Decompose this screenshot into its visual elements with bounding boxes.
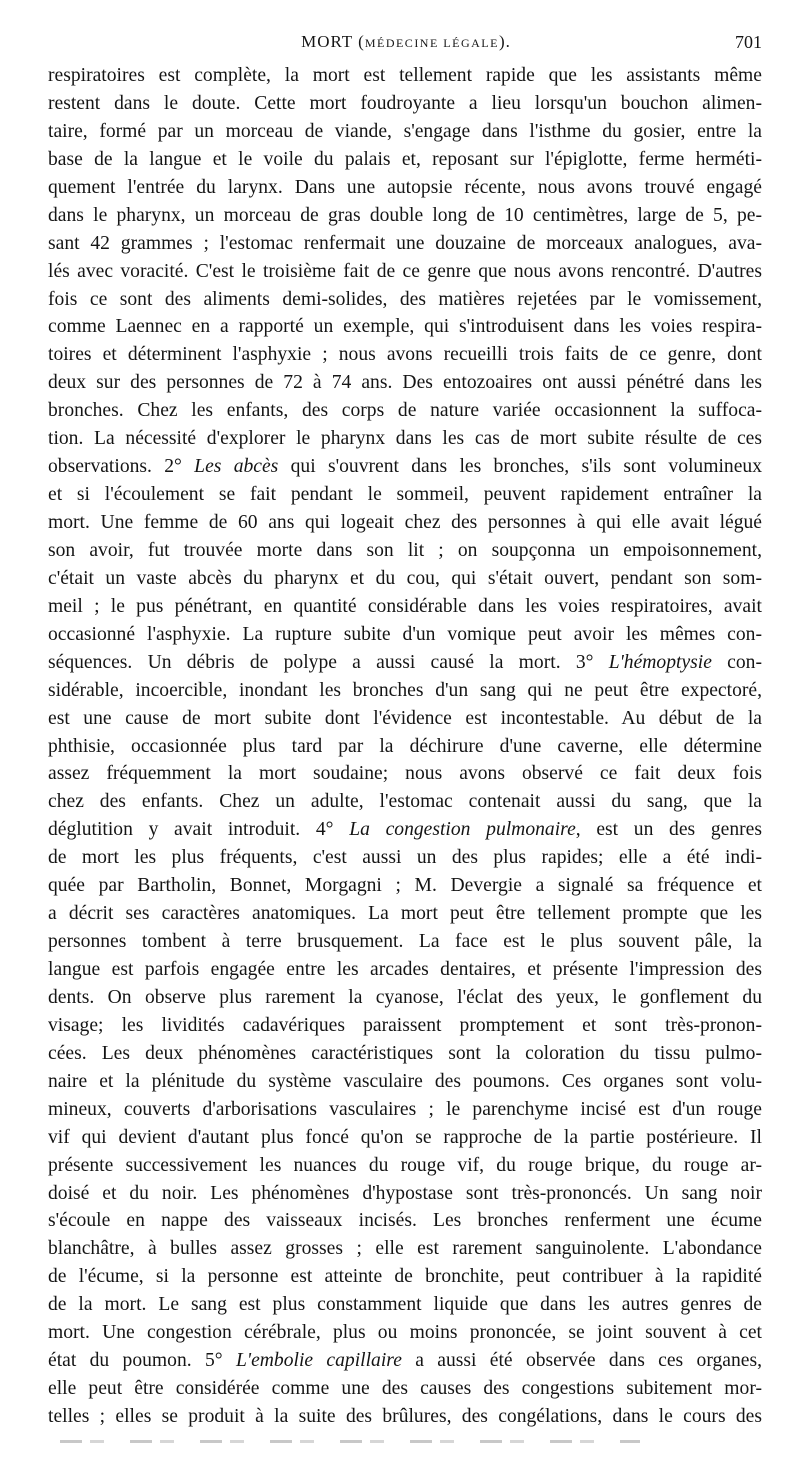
page-header xyxy=(50,32,762,58)
text-line xyxy=(48,1403,762,1431)
text-line xyxy=(48,118,762,146)
text-segment: présente successivement les nuances du rouge vif, du rouge brique, du rouge ar- xyxy=(48,1154,762,1176)
text-segment: qui s'ouvrent dans les bronches, s'ils sont volumineux xyxy=(278,456,762,478)
text-segment: deux sur des personnes de 72 à 74 ans. Des entozoaires ont aussi pénétré dans les xyxy=(48,372,762,394)
text-line xyxy=(48,230,762,258)
text-segment: a décrit ses caractères anatomiques. La mort peut être tellement prompte que les xyxy=(48,903,762,925)
text-segment: dans le pharynx, un morceau de gras double long de 10 centimètres, large de 5, pe- xyxy=(48,204,762,226)
text-segment: s'écoule en nappe des vaisseaux incisés. Les bronches renferment une écume xyxy=(48,1210,762,1232)
text-line xyxy=(48,286,762,314)
text-line xyxy=(48,258,762,286)
text-line xyxy=(48,900,762,928)
text-segment: c'était un vaste abcès du pharynx et du cou, qui s'était ouvert, pendant son som- xyxy=(48,567,762,589)
text-segment: sidérable, incoercible, inondant les bronches d'un sang qui ne peut être expectoré, xyxy=(48,679,762,701)
text-line xyxy=(48,202,762,230)
text-segment: naire et la plénitude du système vasculaire des poumons. Ces organes sont volu- xyxy=(48,1070,762,1092)
text-line xyxy=(48,872,762,900)
text-segment: , est un des genres xyxy=(575,819,762,841)
text-line xyxy=(48,1152,762,1180)
text-segment: mineux, couverts d'arborisations vasculaires ; le parenchyme incisé est d'un rouge xyxy=(48,1098,762,1120)
text-segment: respiratoires est complète, la mort est tellement rapide que les assistants même xyxy=(48,65,762,86)
text-segment: son avoir, fut trouvée morte dans son lit ; on soupçonna un empoisonnement, xyxy=(48,539,762,561)
text-segment: lés avec voracité. C'est le troisième fait de ce genre que nous avons rencontré. D'autres xyxy=(48,260,762,282)
text-line xyxy=(48,146,762,174)
text-line xyxy=(48,425,762,453)
text-segment: visage; les lividités cadavériques paraissent promptement et sont très-pronon- xyxy=(48,1014,762,1036)
text-segment: état du poumon. 5° xyxy=(48,1350,236,1372)
text-segment: tion. La nécessité d'explorer le pharynx dans les cas de mort subite résulte de ces xyxy=(48,428,762,450)
text-line xyxy=(48,1180,762,1208)
text-line xyxy=(48,313,762,341)
text-segment: blanchâtre, à bulles assez grosses ; elle est rarement sanguinolente. L'abondance xyxy=(48,1238,762,1260)
text-segment: bronches. Chez les enfants, des corps de nature variée occasionnent la suffoca- xyxy=(48,400,762,422)
text-line xyxy=(48,1263,762,1291)
text-line xyxy=(48,537,762,565)
text-segment: quée par Bartholin, Bonnet, Morgagni ; M. Devergie a signalé sa fréquence et xyxy=(48,875,762,897)
text-segment: doisé et du noir. Les phénomènes d'hypostase sont très-prononcés. Un sang noir xyxy=(48,1182,762,1204)
text-segment: comme Laennec en a rapporté un exemple, qui s'introduisent dans les voies respira- xyxy=(48,316,762,338)
page-number: 701 xyxy=(735,32,762,52)
text-segment: séquences. Un débris de polype a aussi causé la mort. 3° xyxy=(48,651,609,673)
text-line xyxy=(48,1347,762,1375)
text-line xyxy=(48,593,762,621)
running-title-open: ( xyxy=(358,32,365,51)
text-segment: de mort les plus fréquents, c'est aussi un des plus rapides; elle a été indi- xyxy=(48,847,762,869)
text-line xyxy=(48,1040,762,1068)
italic-term: La congestion pulmonaire xyxy=(349,819,576,841)
running-title-main: MORT xyxy=(301,32,353,51)
text-segment: langue est parfois engagée entre les arcades dentaires, et présente l'impression des xyxy=(48,959,762,980)
text-segment: taire, formé par un morceau de viande, s'engage dans l'isthme du gosier, entre la xyxy=(48,120,762,142)
running-title xyxy=(50,32,762,52)
text-segment: vif qui devient d'autant plus foncé qu'on se rapproche de la partie postérieure. Il xyxy=(48,1126,762,1148)
text-segment: dents. On observe plus rarement la cyanose, l'éclat des yeux, le gonflement du xyxy=(48,986,762,1008)
text-segment: quement l'entrée du larynx. Dans une autopsie récente, nous avons trouvé engagé xyxy=(48,176,762,198)
text-line xyxy=(48,1096,762,1124)
text-segment: mort. Une congestion cérébrale, plus ou moins prononcée, se joint souvent à cet xyxy=(48,1322,762,1344)
text-line xyxy=(48,928,762,956)
text-segment: de l'écume, si la personne est atteinte de bronchite, peut contribuer à la rapidité xyxy=(48,1266,762,1288)
text-segment: est une cause de mort subite dont l'évidence est incontestable. Au début de la xyxy=(48,707,762,729)
text-segment: déglutition y avait introduit. 4° xyxy=(48,819,350,841)
italic-term: Les abcès xyxy=(194,456,279,478)
italic-term: L'embolie capillaire xyxy=(235,1350,402,1372)
text-segment: telles ; elles se produit à la suite des brûlures, des congélations, dans le cours des xyxy=(48,1406,762,1427)
text-line xyxy=(48,453,762,481)
text-line xyxy=(48,984,762,1012)
text-segment: de la mort. Le sang est plus constamment liquide que dans les autres genres de xyxy=(48,1294,762,1316)
text-line xyxy=(48,705,762,733)
text-line xyxy=(48,1319,762,1347)
text-segment: chez des enfants. Chez un adulte, l'estomac contenait aussi du sang, que la xyxy=(48,791,762,813)
text-line xyxy=(48,788,762,816)
text-segment: fois ce sont des aliments demi-solides, des matières rejetées par le vomissement, xyxy=(48,288,762,310)
text-line xyxy=(48,1207,762,1235)
text-line xyxy=(48,369,762,397)
text-segment: observations. 2° xyxy=(48,456,195,478)
text-line xyxy=(48,341,762,369)
text-line xyxy=(48,956,762,984)
text-segment: base de la langue et le voile du palais et, reposant sur l'épiglotte, ferme herméti- xyxy=(48,148,762,170)
text-segment: toires et déterminent l'asphyxie ; nous avons recueilli trois faits de ce genre, dont xyxy=(48,344,762,366)
text-line xyxy=(48,649,762,677)
text-line xyxy=(48,509,762,537)
text-segment: mort. Une femme de 60 ans qui logeait chez des personnes à qui elle avait légué xyxy=(48,512,762,533)
text-line xyxy=(48,1235,762,1263)
running-title-subtitle: MÉDECINE LÉGALE xyxy=(364,36,499,50)
italic-term: L'hémoptysie xyxy=(608,651,712,673)
text-segment: occasionné l'asphyxie. La rupture subite d'un vomique peut avoir les mêmes con- xyxy=(48,623,762,645)
text-line xyxy=(48,90,762,118)
text-line xyxy=(48,174,762,202)
text-segment: elle peut être considérée comme une des causes des congestions subitement mor- xyxy=(48,1378,762,1400)
text-line xyxy=(48,733,762,761)
text-line xyxy=(48,565,762,593)
footer-print-mark xyxy=(60,1440,640,1443)
running-title-close: ). xyxy=(498,32,511,51)
text-line xyxy=(48,397,762,425)
text-line xyxy=(48,844,762,872)
text-segment: personnes tombent à terre brusquement. La face est le plus souvent pâle, la xyxy=(48,931,762,953)
text-line xyxy=(48,816,762,844)
text-segment: a aussi été observée dans ces organes, xyxy=(401,1350,762,1372)
text-line xyxy=(48,760,762,788)
text-line xyxy=(48,1291,762,1319)
text-segment: sant 42 grammes ; l'estomac renfermait une douzaine de morceaux analogues, ava- xyxy=(48,232,762,254)
body-text xyxy=(48,62,762,1431)
text-segment: con- xyxy=(711,651,762,673)
text-segment: et si l'écoulement se fait pendant le sommeil, peuvent rapidement entraîner la xyxy=(48,484,762,506)
text-line xyxy=(48,621,762,649)
text-line xyxy=(48,1375,762,1403)
text-line xyxy=(48,677,762,705)
text-segment: assez fréquemment la mort soudaine; nous avons observé ce fait deux fois xyxy=(48,763,762,785)
text-segment: cées. Les deux phénomènes caractéristiques sont la coloration du tissu pulmo- xyxy=(48,1042,762,1064)
text-line xyxy=(48,1012,762,1040)
text-segment: restent dans le doute. Cette mort foudroyante a lieu lorsqu'un bouchon alimen- xyxy=(48,92,762,114)
text-segment: meil ; le pus pénétrant, en quantité considérable dans les voies respiratoires, avait xyxy=(48,595,762,617)
text-line xyxy=(48,1124,762,1152)
text-line xyxy=(48,481,762,509)
text-line xyxy=(48,1068,762,1096)
text-line xyxy=(48,62,762,90)
text-segment: phthisie, occasionnée plus tard par la déchirure d'une caverne, elle détermine xyxy=(48,735,762,757)
